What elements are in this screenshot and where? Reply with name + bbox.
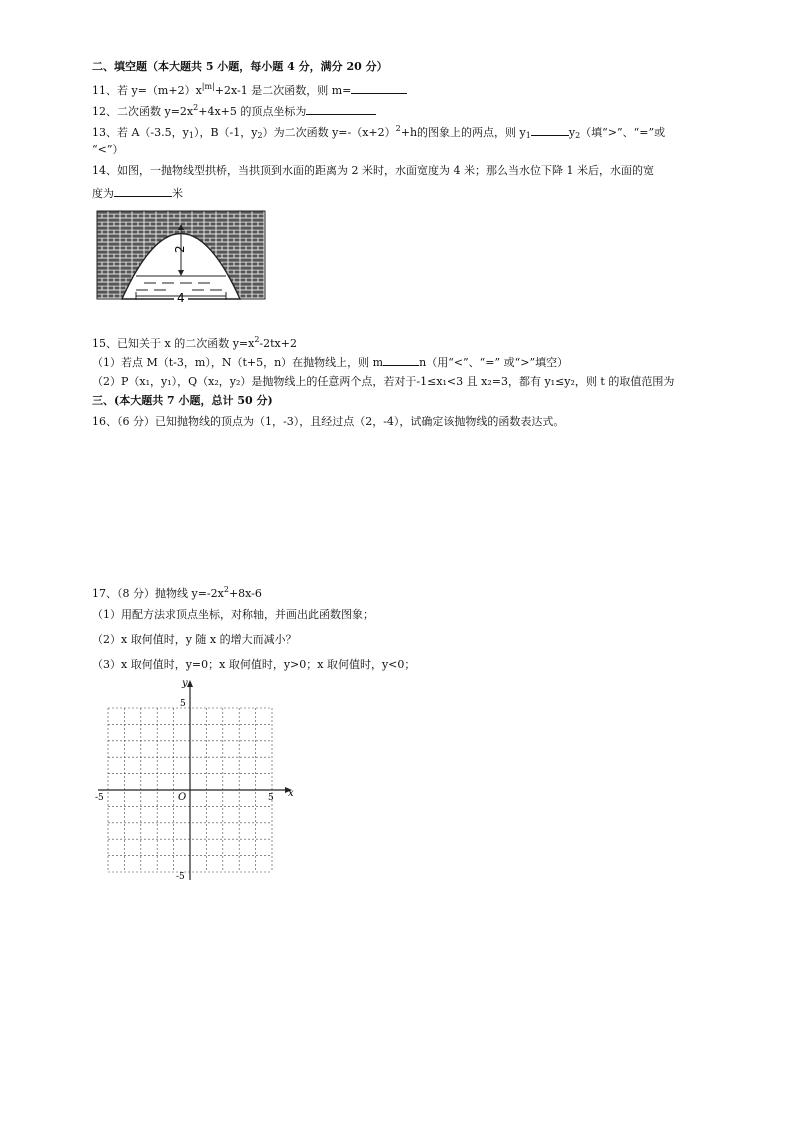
q13-part-c: ）为二次函数 y=-（x+2） [262, 126, 396, 139]
q17-stem-post: +8x-6 [228, 587, 262, 600]
q17-part2: （2）x 取何值时，y 随 x 的增大而减小？ [92, 633, 297, 646]
origin-label: O [178, 792, 187, 803]
q14-line2 [92, 185, 183, 201]
q12-text: 12、二次函数 y=2x [92, 105, 194, 118]
q13-sup-c: 2 [395, 124, 401, 133]
q17-stem [92, 583, 262, 601]
q13-sub-d: 1 [525, 131, 531, 140]
q17-stem-sup: 2 [223, 585, 229, 594]
x-tick-right: 5 [268, 793, 274, 803]
q13-sub-b: 2 [257, 131, 263, 140]
x-axis-label: x [288, 788, 294, 799]
coordinate-grid[interactable] [92, 676, 302, 886]
q12-text-post: +4x+5 的顶点坐标为 [198, 105, 307, 118]
y-axis-arrow [187, 680, 193, 687]
q15-p1-pre: （1）若点 M（t-3，m），N（t+5，n）在抛物线上，则 m [92, 356, 384, 369]
q14-line1: 14、如图，一抛物线型拱桥，当拱顶到水面的距离为 2 米时，水面宽度为 4 米；那么当水位下降 1 米后，水面的宽 [92, 164, 654, 177]
q15-p1-answer-blank[interactable] [383, 354, 419, 366]
q15-part2: （2）P（x₁，y₁），Q（x₂，y₂）是抛物线上的任意两个点，若对于-1≤x₁<3 且 x₂=3，都有 y₁≤y₂，则 t 的取值范围为 [92, 375, 675, 388]
q14-answer-blank[interactable] [114, 185, 172, 197]
q11-text: 11、若 y=（m+2）x [92, 84, 202, 97]
q17-part1: （1）用配方法求顶点坐标，对称轴，并画出此函数图象； [92, 608, 374, 621]
q13-part-e: y [568, 126, 576, 139]
q15-stem-post: -2tx+2 [259, 337, 297, 350]
section3-heading: 三、(本大题共 7 小题，总计 50 分) [92, 394, 273, 407]
height-label: 2 [173, 245, 187, 253]
q14-line2-pre: 度为 [92, 187, 114, 200]
q15-stem-pre: 15、已知关于 x 的二次函数 y=x [92, 337, 255, 350]
q15-p1-post: n（用“<”、“=” 或“>”填空） [419, 356, 569, 369]
q13-answer-blank[interactable] [531, 124, 569, 136]
q13-part-a: 13、若 A（-3.5，y [92, 126, 189, 139]
q12-answer-blank[interactable] [306, 103, 376, 115]
question-12 [92, 101, 376, 119]
y-tick-top: 5 [180, 699, 186, 709]
section2-heading: 二、填空题（本大题共 5 小题，每小题 4 分，满分 20 分） [92, 60, 388, 73]
q13-sub-a: 1 [188, 131, 194, 140]
q17-part3: （3）x 取何值时，y=0；x 取何值时，y>0；x 取何值时，y<0； [92, 658, 416, 671]
q17-stem-pre: 17、（8 分）抛物线 y=-2x [92, 587, 224, 600]
y-tick-bottom: -5 [176, 872, 185, 882]
q12-exponent: 2 [193, 103, 199, 112]
arch-bridge-figure [96, 210, 266, 302]
q15-stem-sup: 2 [254, 335, 260, 344]
q15-stem [92, 333, 297, 351]
q13-sub-e: 2 [575, 131, 581, 140]
q13-part-f: （填“>”、“=”或 [580, 126, 666, 139]
question-13 [92, 122, 665, 143]
q13-line2: “<”） [92, 143, 124, 156]
q11-answer-blank[interactable] [351, 82, 407, 94]
question-11 [92, 80, 407, 98]
x-tick-left: -5 [95, 793, 104, 803]
q13-part-b: ），B（-1，y [193, 126, 258, 139]
width-label: 4 [177, 291, 185, 302]
q14-line2-post: 米 [172, 187, 183, 200]
q11-text-post: +2x-1 是二次函数，则 m= [214, 84, 352, 97]
q13-part-d: +h的图象上的两点，则 y [400, 126, 526, 139]
q11-exponent: |m| [201, 82, 215, 91]
y-axis-label: y [182, 678, 188, 689]
question-16: 16、（6 分）已知抛物线的顶点为（1，-3），且经过点（2，-4），试确定该抛物线的函数表达式。 [92, 415, 565, 428]
q15-part1 [92, 354, 568, 370]
